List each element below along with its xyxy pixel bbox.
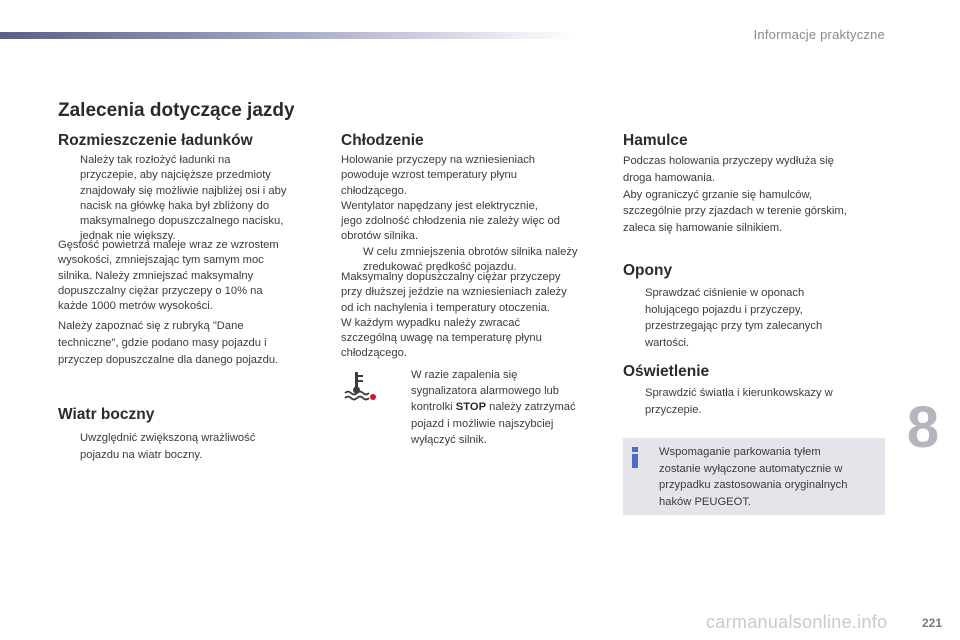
paragraph-max-weight: Maksymalny dopuszczalny ciężar przyczepy przy dłuższej jeździe na wzniesieniach zależy od ich nachylenia i temperatury otoczenia. W każdym wypadku należy zwracać szczególną uwagę na temperaturę płynu chłodzącego. <box>341 271 567 360</box>
section-title: Informacje praktyczne <box>753 27 885 42</box>
bullet-stop-warning: W razie zapalenia się sygnalizatora alarmowego lub kontrolki STOP należy zatrzymać pojazd i możliwie najszybciej wyłączyć silnik. <box>411 369 576 446</box>
page-title: Zalecenia dotyczące jazdy <box>58 100 295 121</box>
info-icon <box>630 447 640 468</box>
paragraph-brakes: Podczas holowania przyczepy wydłuża się droga hamowania. Aby ograniczyć grzanie się hamulców, szczególnie przy zjazdach w terenie górskim, zaleca się hamowanie silnikiem. <box>623 155 847 235</box>
paragraph-altitude: Gęstość powietrza maleje wraz ze wzrostem wysokości, zmniejszając tym samym moc silnika. Należy zmniejszać maksymalny dopuszczalny ciężar przyczepy o 10% na każde 1000 metrów wysokości. <box>58 239 279 313</box>
heading-loading: Rozmieszczenie ładunków <box>58 132 253 149</box>
header-accent-bar <box>0 32 575 39</box>
bullet-crosswind: Uwzględnić zwiększoną wrażliwość pojazdu na wiatr boczny. <box>80 432 256 461</box>
stop-keyword: STOP <box>455 401 487 414</box>
page-number: 221 <box>921 616 942 630</box>
watermark: carmanualsonline.info <box>706 612 888 632</box>
bullet-loading: Należy tak rozłożyć ładunki na przyczepie, aby najcięższe przedmioty znajdowały się możliwie najbliżej osi i aby nacisk na główkę haka był zbliżony do maksymalnego dopuszczalnego nacisku, jednak nie większy. <box>80 154 287 243</box>
paragraph-technical-data: Należy zapoznać się z rubryką "Dane techniczne", gdzie podano masy pojazdu i przyczep dopuszczalne dla danego pojazdu. <box>58 320 279 366</box>
heading-tyres: Opony <box>623 262 673 279</box>
bullet-lights: Sprawdzić światła i kierunkowskazy w przyczepie. <box>645 387 833 416</box>
bullet-cooling: W celu zmniejszenia obrotów silnika należy zredukować prędkość pojazdu. <box>363 246 578 274</box>
heading-cooling: Chłodzenie <box>341 132 424 149</box>
bullet-tyres: Sprawdzać ciśnienie w oponach holującego pojazdu i przyczepy, przestrzegając przy tym zalecanych wartości. <box>645 287 823 349</box>
paragraph-cooling: Holowanie przyczepy na wzniesieniach powoduje wzrost temperatury płynu chłodzącego. Wentylator napędzany jest elektrycznie, jego zdolność chłodzenia nie zależy więc od obrotów silnika. <box>341 154 560 243</box>
heading-brakes: Hamulce <box>623 132 688 149</box>
chapter-number: 8 <box>906 395 940 460</box>
info-text: Wspomaganie parkowania tyłem zostanie wyłączone automatycznie w przypadku zastosowania oryginalnych haków PEUGEOT. <box>659 446 848 508</box>
coolant-temperature-warning-icon <box>342 370 378 402</box>
heading-crosswind: Wiatr boczny <box>58 406 155 423</box>
heading-lights: Oświetlenie <box>623 363 710 380</box>
